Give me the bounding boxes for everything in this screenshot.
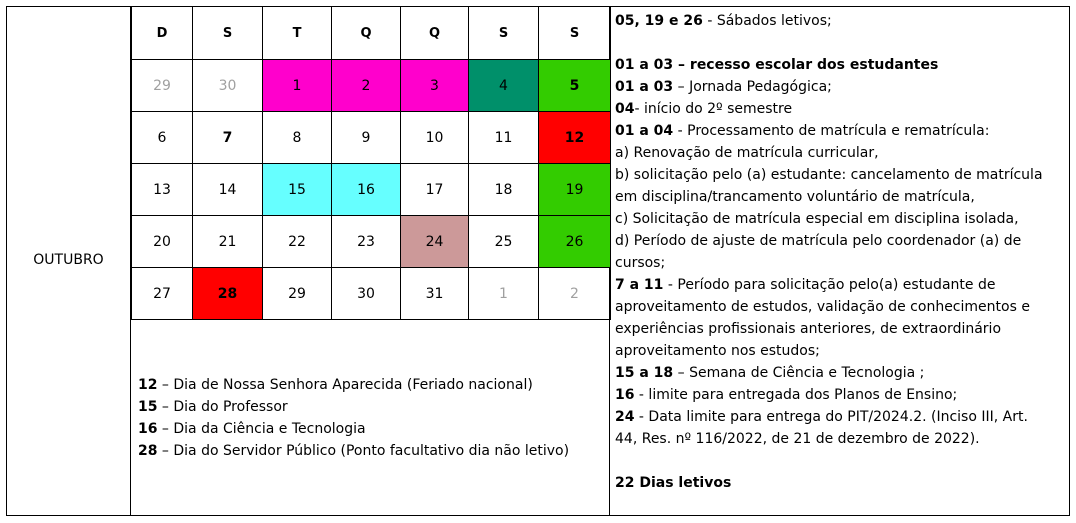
note-jornada: 01 a 03 – Jornada Pedagógica; bbox=[615, 79, 832, 95]
week-row bbox=[132, 112, 611, 164]
day-cell: 1 bbox=[469, 268, 539, 320]
day-cell: 10 bbox=[401, 112, 469, 164]
weekday-header-row bbox=[132, 7, 611, 60]
day-cell: 3 bbox=[401, 60, 469, 112]
day-cell: 26 bbox=[539, 216, 611, 268]
weekday-header: S bbox=[539, 7, 611, 60]
day-cell: 15 bbox=[263, 164, 332, 216]
note-semana: 15 a 18 – Semana de Ciência e Tecnologia ; bbox=[615, 365, 925, 381]
day-cell: 7 bbox=[193, 112, 263, 164]
note-item-c: c) Solicitação de matrícula especial em disciplina isolada, bbox=[615, 211, 1019, 227]
weekday-header: Q bbox=[332, 7, 401, 60]
day-cell: 30 bbox=[332, 268, 401, 320]
note-item-d-cont: cursos; bbox=[615, 255, 666, 271]
note-aproveitamento-cont: experiências profissionais anteriores, de extraordinário bbox=[615, 321, 1002, 337]
day-cell: 9 bbox=[332, 112, 401, 164]
weekday-header: D bbox=[132, 7, 193, 60]
day-cell: 14 bbox=[193, 164, 263, 216]
note-pit-cont: 44, Res. nº 116/2022, de 21 de dezembro de 2022). bbox=[615, 431, 980, 447]
note-planos: 16 - limite para entregada dos Planos de Ensino; bbox=[615, 387, 958, 403]
day-cell: 12 bbox=[539, 112, 611, 164]
holiday-item: 12 – Dia de Nossa Senhora Aparecida (Feriado nacional) bbox=[138, 377, 533, 393]
weekday-header: S bbox=[469, 7, 539, 60]
calendar-grid bbox=[131, 6, 611, 320]
day-cell: 8 bbox=[263, 112, 332, 164]
holiday-item: 15 – Dia do Professor bbox=[138, 399, 288, 415]
note-recesso: 01 a 03 – recesso escolar dos estudantes bbox=[615, 57, 939, 73]
note-aproveitamento: 7 a 11 - Período para solicitação pelo(a) estudante de bbox=[615, 277, 996, 293]
weekday-header: T bbox=[263, 7, 332, 60]
day-cell: 16 bbox=[332, 164, 401, 216]
day-cell: 24 bbox=[401, 216, 469, 268]
holiday-item: 28 – Dia do Servidor Público (Ponto facultativo dia não letivo) bbox=[138, 443, 570, 459]
day-cell: 27 bbox=[132, 268, 193, 320]
day-cell: 21 bbox=[193, 216, 263, 268]
legend-divider bbox=[131, 319, 610, 320]
week-row bbox=[132, 60, 611, 112]
note-processamento: 01 a 04 - Processamento de matrícula e rematrícula: bbox=[615, 123, 990, 139]
day-cell: 4 bbox=[469, 60, 539, 112]
note-item-b-cont: em disciplina/trancamento voluntário de matrícula, bbox=[615, 189, 975, 205]
weekday-header: Q bbox=[401, 7, 469, 60]
day-cell: 22 bbox=[263, 216, 332, 268]
day-cell: 5 bbox=[539, 60, 611, 112]
day-cell: 18 bbox=[469, 164, 539, 216]
day-cell: 2 bbox=[332, 60, 401, 112]
notes-column bbox=[615, 10, 1067, 494]
note-dias-letivos: 22 Dias letivos bbox=[615, 475, 732, 491]
day-cell: 31 bbox=[401, 268, 469, 320]
note-aproveitamento-cont: aproveitamento nos estudos; bbox=[615, 343, 820, 359]
note-sabados: 05, 19 e 26 - Sábados letivos; bbox=[615, 13, 832, 29]
week-row bbox=[132, 164, 611, 216]
holiday-item: 16 – Dia da Ciência e Tecnologia bbox=[138, 421, 366, 437]
holiday-legend bbox=[138, 374, 608, 462]
week-row bbox=[132, 216, 611, 268]
day-cell: 13 bbox=[132, 164, 193, 216]
note-item-d: d) Período de ajuste de matrícula pelo coordenador (a) de bbox=[615, 233, 1022, 249]
day-cell: 23 bbox=[332, 216, 401, 268]
day-cell: 25 bbox=[469, 216, 539, 268]
day-cell: 30 bbox=[193, 60, 263, 112]
day-cell: 17 bbox=[401, 164, 469, 216]
note-inicio: 04- início do 2º semestre bbox=[615, 101, 793, 117]
day-cell: 11 bbox=[469, 112, 539, 164]
note-item-a: a) Renovação de matrícula curricular, bbox=[615, 145, 879, 161]
note-item-b: b) solicitação pelo (a) estudante: cancelamento de matrícula bbox=[615, 167, 1043, 183]
week-row bbox=[132, 268, 611, 320]
day-cell: 19 bbox=[539, 164, 611, 216]
day-cell: 2 bbox=[539, 268, 611, 320]
day-cell: 29 bbox=[132, 60, 193, 112]
note-pit: 24 - Data limite para entrega do PIT/2024.2. (Inciso III, Art. bbox=[615, 409, 1028, 425]
day-cell: 29 bbox=[263, 268, 332, 320]
day-cell: 6 bbox=[132, 112, 193, 164]
day-cell: 28 bbox=[193, 268, 263, 320]
day-cell: 20 bbox=[132, 216, 193, 268]
note-aproveitamento-cont: aproveitamento de estudos, validação de conhecimentos e bbox=[615, 299, 1030, 315]
month-label: OUTUBRO bbox=[33, 252, 104, 268]
day-cell: 1 bbox=[263, 60, 332, 112]
weekday-header: S bbox=[193, 7, 263, 60]
